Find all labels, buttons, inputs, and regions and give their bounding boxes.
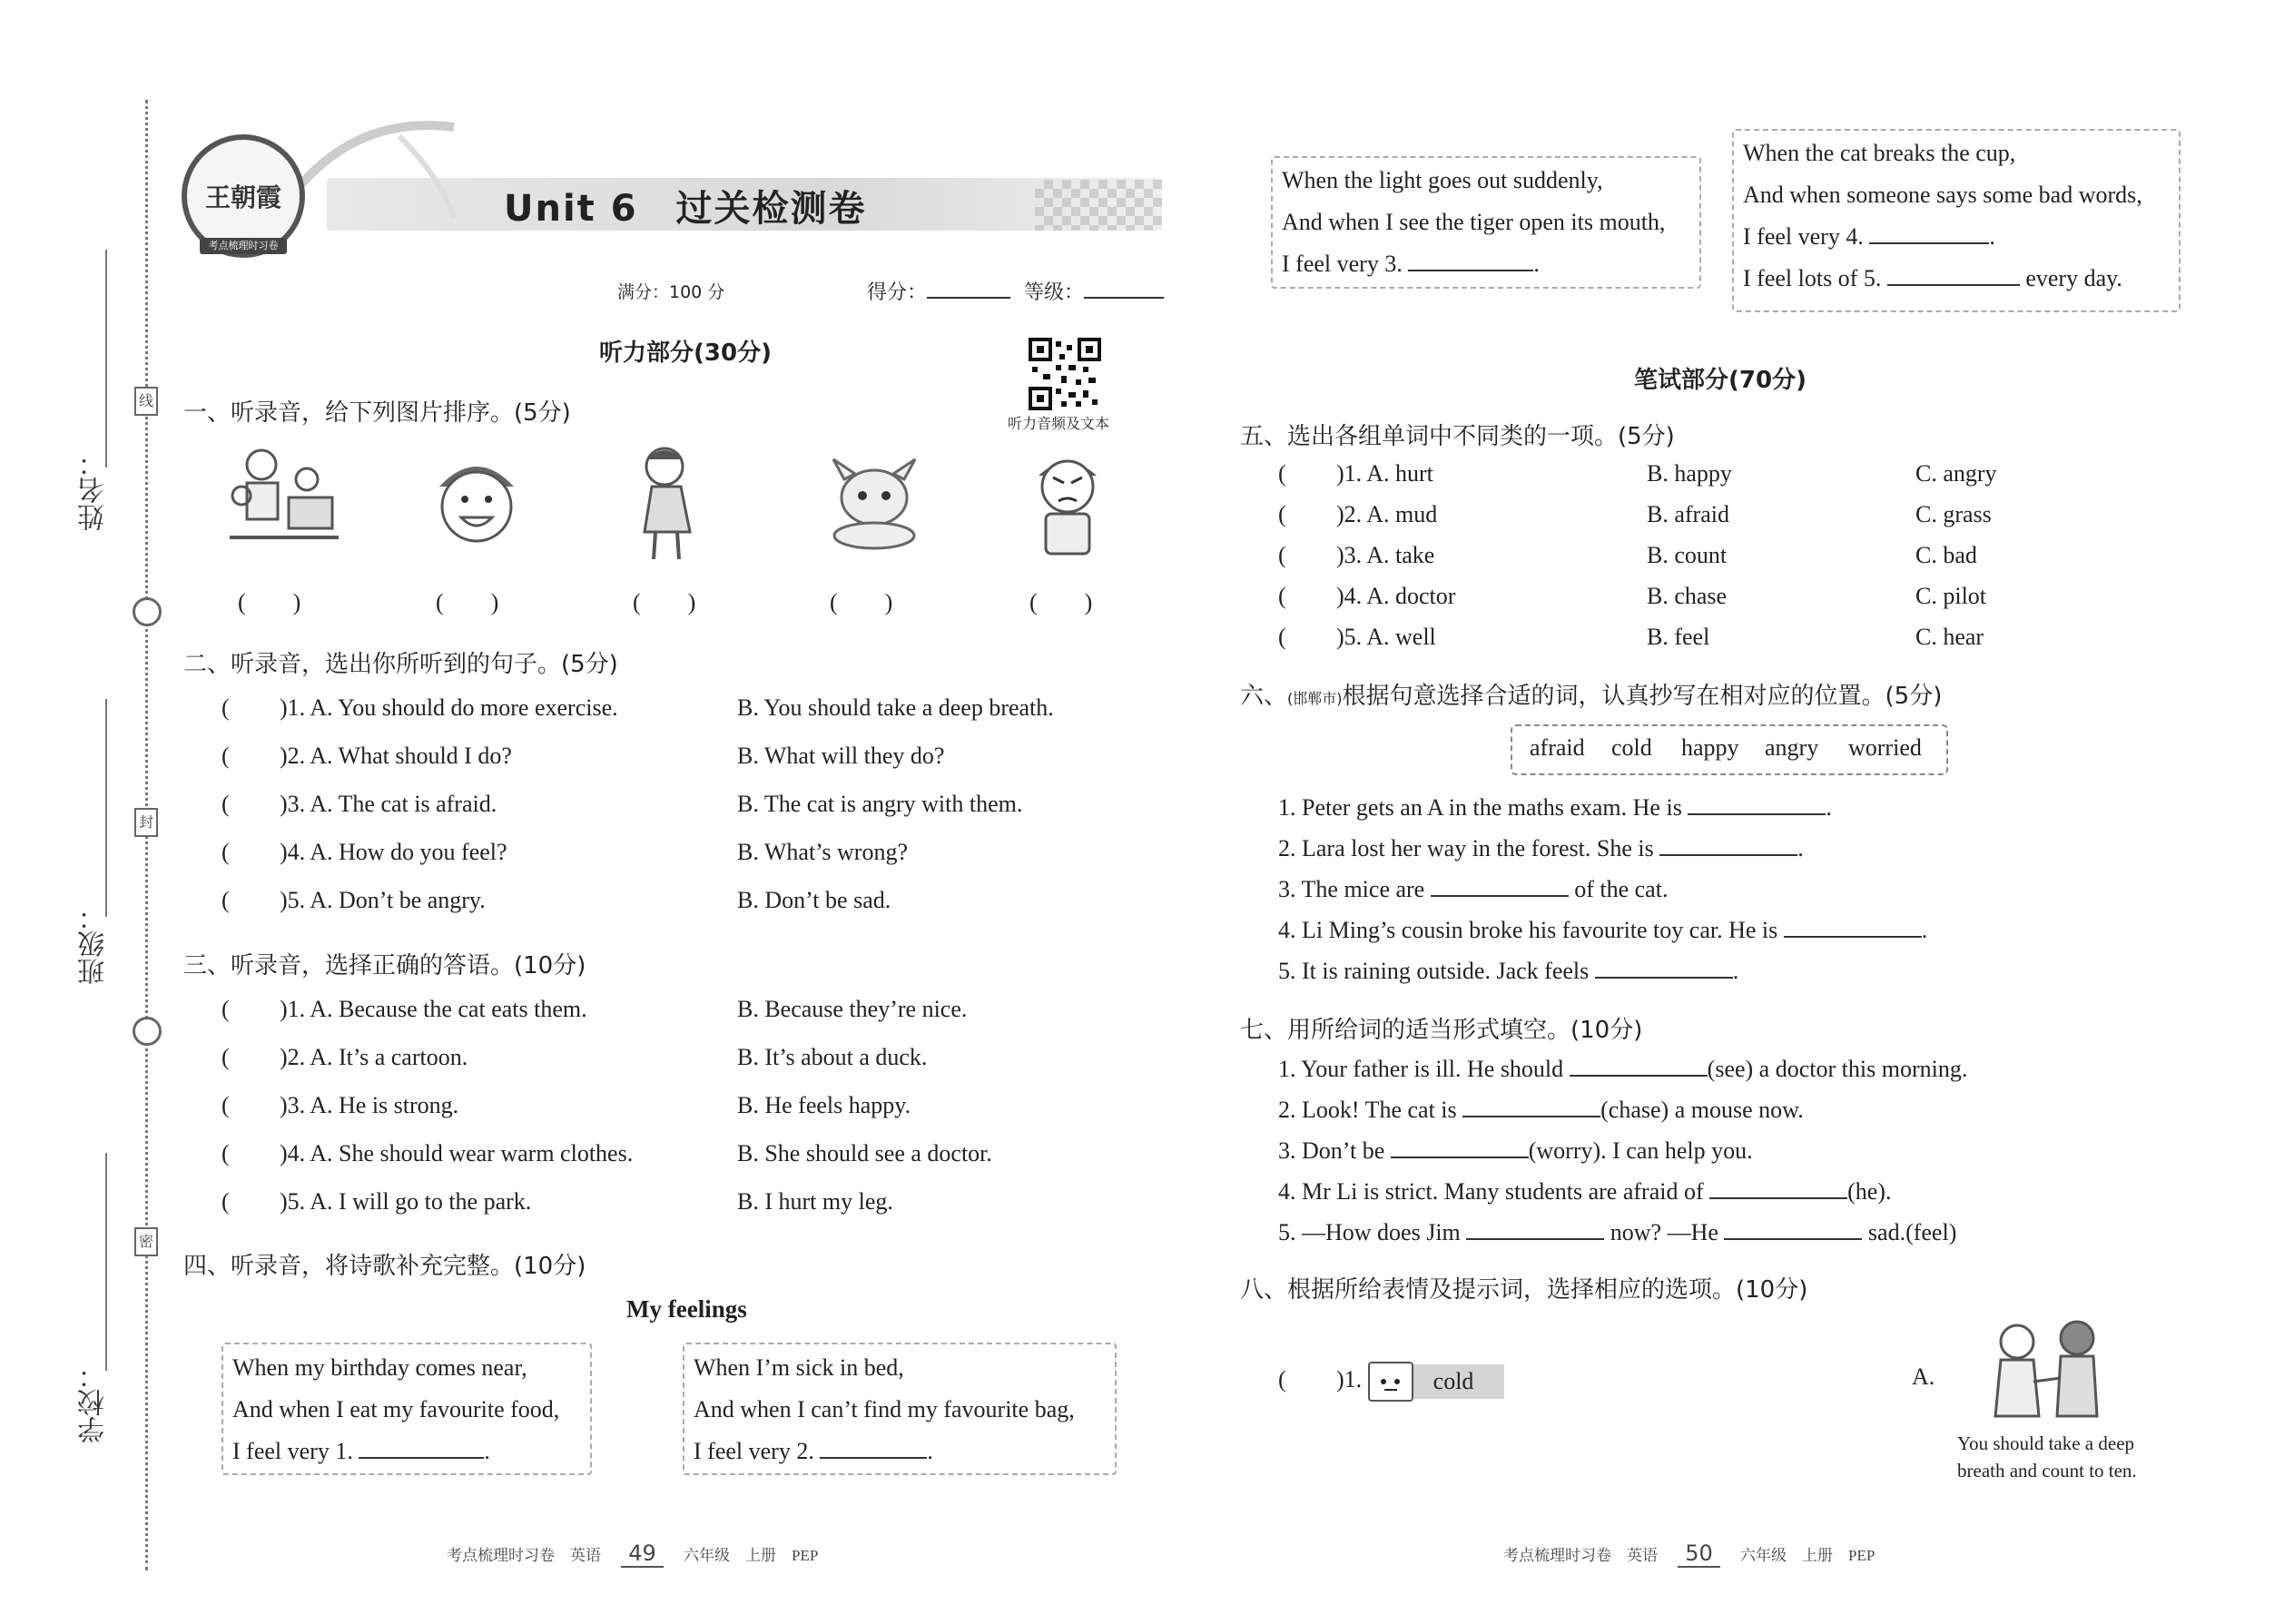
- question-row[interactable]: ( )1. A. hurt: [1278, 460, 1433, 487]
- question-row[interactable]: ( )3. A. The cat is afraid.: [222, 791, 497, 817]
- footer-subject: 英语: [570, 1547, 601, 1564]
- score-field[interactable]: [867, 277, 1010, 305]
- school-line: [105, 1153, 107, 1371]
- poem-line: And when someone says some bad words,: [1743, 182, 2142, 208]
- qr-code-icon[interactable]: [1029, 338, 1101, 410]
- footer-right: [1503, 1540, 1875, 1568]
- question-row[interactable]: ( )4. A. doctor: [1278, 583, 1456, 609]
- sentence-text: 5. —How does Jim: [1278, 1219, 1461, 1245]
- fill-blank-row[interactable]: [1278, 1219, 1956, 1246]
- poem-line: I feel very 4.: [1743, 223, 1864, 250]
- sentence-text: (he).: [1847, 1178, 1892, 1205]
- option-a: )4. A. She should wear warm clothes.: [280, 1140, 634, 1166]
- brand-logo: [182, 134, 305, 258]
- score-label: 得分：: [867, 281, 928, 304]
- option-a: )2. A. It’s a cartoon.: [280, 1044, 468, 1070]
- logo-subtitle: 考点梳理时习卷: [200, 238, 287, 254]
- answer-paren-3[interactable]: ( ): [633, 589, 696, 615]
- sentence-text: (chase) a mouse now.: [1600, 1097, 1804, 1123]
- fill-blank-row[interactable]: [1278, 1178, 1891, 1206]
- picture-family-at-computer: [225, 443, 343, 561]
- fill-blank-row[interactable]: [1278, 876, 1668, 903]
- poem-title: My feelings: [626, 1295, 747, 1323]
- sentence-text: 4. Li Ming’s cousin broke his favourite toy car. He is: [1278, 917, 1778, 943]
- option-b: B. Don’t be sad.: [737, 887, 891, 913]
- question-row[interactable]: ( )4. A. She should wear warm clothes.: [222, 1140, 634, 1166]
- footer-left: [447, 1540, 818, 1568]
- poem-blank-5[interactable]: [1743, 265, 2122, 292]
- fill-blank-row[interactable]: [1278, 917, 1927, 944]
- footer-term: 上册: [745, 1547, 777, 1564]
- fill-blank-row[interactable]: [1278, 958, 1738, 985]
- picture-scared-cat: [815, 458, 933, 552]
- poem-blank-4[interactable]: I feel very 4. .: [1743, 223, 1995, 250]
- section-8-title: 八、根据所给表情及提示词，选择相应的选项。(10分): [1240, 1276, 1808, 1304]
- class-label: 班级：: [78, 903, 110, 985]
- punch-hole: [133, 597, 162, 626]
- region-tag: (邯郸市): [1287, 690, 1343, 707]
- poem-line: I feel lots of 5.: [1743, 265, 1882, 291]
- option-caption: breath and count to ten.: [1957, 1460, 2137, 1481]
- option-b: B. Because they’re nice.: [737, 996, 968, 1022]
- option-c: C. angry: [1915, 460, 1997, 487]
- answer-paren-5[interactable]: ( ): [1029, 589, 1093, 615]
- poem-line: every day.: [2025, 265, 2122, 291]
- poem-line: And when I eat my favourite food,: [232, 1396, 560, 1422]
- fill-blank-row[interactable]: [1278, 1137, 1753, 1165]
- option-b: B. She should see a doctor.: [737, 1140, 992, 1166]
- sentence-text: 2. Look! The cat is: [1278, 1097, 1457, 1123]
- option-b: B. afraid: [1647, 501, 1729, 527]
- option-c: C. hear: [1915, 624, 1984, 650]
- punch-hole: [133, 1017, 162, 1046]
- option-a: )5. A. Don’t be angry.: [280, 887, 486, 913]
- poem-line: When my birthday comes near,: [232, 1354, 527, 1381]
- option-b: B. He feels happy.: [737, 1092, 911, 1118]
- sentence-text: 1. Your father is ill. He should: [1278, 1056, 1564, 1082]
- poem-line: I feel very 3.: [1282, 251, 1403, 277]
- page-number: 49: [621, 1540, 664, 1568]
- section-6-instruction: 根据句意选择合适的词，认真抄写在相对应的位置。(5分): [1342, 683, 1943, 710]
- footer-edition: PEP: [1848, 1547, 1876, 1564]
- word-bank-word: worried: [1848, 734, 1922, 761]
- question-row[interactable]: ( )1. A. Because the cat eats them.: [222, 996, 587, 1022]
- option-b: B. count: [1647, 542, 1728, 568]
- question-row[interactable]: ( )5. A. I will go to the park.: [222, 1188, 532, 1215]
- hint-word: cold: [1413, 1364, 1505, 1399]
- word-bank-word: cold: [1611, 734, 1652, 761]
- word-bank-word: afraid: [1530, 734, 1585, 761]
- sentence-text: now? —He: [1610, 1219, 1718, 1245]
- answer-paren-2[interactable]: ( ): [436, 589, 499, 615]
- poem-blank-2[interactable]: I feel very 2. .: [694, 1438, 933, 1464]
- sentence-text: .: [1732, 958, 1739, 984]
- sentence-text: 1. Peter gets an A in the maths exam. He is: [1278, 794, 1682, 821]
- section-5-title: 五、选出各组单词中不同类的一项。(5分): [1240, 423, 1675, 450]
- poem-line: I feel very 2.: [694, 1438, 814, 1464]
- option-a: )2. A. What should I do?: [280, 743, 512, 769]
- section-6-number: 六、: [1240, 683, 1288, 710]
- option-b: B. What’s wrong?: [737, 839, 908, 865]
- banner-pattern: [1035, 180, 1162, 231]
- footer-subject: 英语: [1627, 1547, 1658, 1564]
- option-b: B. What will they do?: [737, 743, 945, 769]
- option-c: C. bad: [1915, 542, 1977, 568]
- question-row[interactable]: ( )2. A. What should I do?: [222, 743, 512, 769]
- seal-char-close: 密: [134, 1227, 158, 1256]
- option-b: B. I hurt my leg.: [737, 1188, 893, 1215]
- word-bank-word: angry: [1765, 734, 1819, 761]
- sentence-text: 4. Mr Li is strict. Many students are afraid of: [1278, 1178, 1704, 1205]
- footer-series: 考点梳理时习卷: [1503, 1547, 1611, 1564]
- option-a: )1. A. Because the cat eats them.: [280, 996, 587, 1022]
- sentence-text: 5. It is raining outside. Jack feels: [1278, 958, 1590, 984]
- footer-term: 上册: [1802, 1547, 1834, 1564]
- poem-blank-3[interactable]: I feel very 3. .: [1282, 251, 1540, 277]
- option-a: )1. A. You should do more exercise.: [280, 694, 618, 721]
- option-label: A.: [1912, 1363, 1935, 1390]
- item-number: )1.: [1336, 1365, 1363, 1393]
- option-b: B. It’s about a duck.: [737, 1044, 928, 1070]
- sentence-text: 2. Lara lost her way in the forest. She is: [1278, 835, 1654, 861]
- option-b: B. chase: [1647, 583, 1728, 609]
- grade-field[interactable]: [1024, 277, 1164, 305]
- option-b: B. The cat is angry with them.: [737, 791, 1023, 817]
- cold-face-icon: [1368, 1362, 1413, 1402]
- sentence-text: sad.(feel): [1867, 1219, 1957, 1245]
- picture-girl-feeling-cold: [626, 441, 717, 565]
- option-b: B. feel: [1647, 624, 1710, 650]
- name-label: 姓名：: [78, 449, 110, 531]
- question-row[interactable]: ( )1. cold: [1278, 1362, 1504, 1402]
- fill-blank-row[interactable]: [1278, 794, 1832, 822]
- option-a: )1. A. hurt: [1336, 460, 1433, 487]
- option-a: )4. A. doctor: [1336, 583, 1456, 609]
- poem-line: And when I see the tiger open its mouth,: [1282, 209, 1666, 235]
- fill-blank-row[interactable]: [1278, 835, 1804, 862]
- option-a: )3. A. take: [1336, 542, 1435, 568]
- page-title: Unit 6 过关检测卷: [504, 188, 867, 230]
- qr-caption: 听力音频及文本: [1008, 417, 1110, 432]
- poem-blank-1[interactable]: I feel very 1. .: [232, 1438, 490, 1464]
- answer-paren-4[interactable]: ( ): [830, 589, 893, 615]
- fill-blank-row[interactable]: [1278, 1097, 1804, 1124]
- option-b: B. You should take a deep breath.: [737, 694, 1054, 721]
- footer-grade: 六年级: [684, 1547, 731, 1564]
- question-row[interactable]: ( )2. A. It’s a cartoon.: [222, 1044, 468, 1070]
- section-2-title: 二、听录音，选出你所听到的句子。(5分): [183, 651, 618, 678]
- section-1-title: 一、听录音，给下列图片排序。(5分): [183, 399, 571, 427]
- option-c: C. grass: [1915, 501, 1992, 527]
- footer-grade: 六年级: [1740, 1547, 1787, 1564]
- option-a: )4. A. How do you feel?: [280, 839, 507, 865]
- question-row[interactable]: ( )5. A. Don’t be angry.: [222, 887, 486, 913]
- sentence-text: 3. Don’t be: [1278, 1137, 1385, 1164]
- option-a: )5. A. well: [1336, 624, 1436, 650]
- question-row[interactable]: ( )1. A. You should do more exercise.: [222, 694, 618, 721]
- sentence-text: of the cat.: [1574, 876, 1669, 902]
- written-section-title: 笔试部分(70分): [1634, 367, 1807, 394]
- question-row[interactable]: ( )2. A. mud: [1278, 501, 1438, 527]
- option-a: )3. A. The cat is afraid.: [280, 791, 497, 817]
- option-b: B. happy: [1647, 460, 1732, 487]
- question-row[interactable]: ( )4. A. How do you feel?: [222, 839, 507, 865]
- class-line: [105, 699, 107, 917]
- poem-line: When the cat breaks the cup,: [1743, 140, 2016, 166]
- option-a: )3. A. He is strong.: [280, 1092, 459, 1118]
- question-row[interactable]: ( )3. A. He is strong.: [222, 1092, 459, 1118]
- sentence-text: (see) a doctor this morning.: [1707, 1056, 1968, 1082]
- footer-series: 考点梳理时习卷: [447, 1547, 555, 1564]
- option-a: )5. A. I will go to the park.: [280, 1188, 532, 1215]
- option-a: )2. A. mud: [1336, 501, 1438, 527]
- sentence-text: .: [1826, 794, 1832, 821]
- option-c: C. pilot: [1915, 583, 1987, 609]
- picture-smiling-boy: [427, 450, 527, 559]
- picture-angry-boy: [1022, 448, 1113, 561]
- full-score: 满分：100 分: [617, 282, 725, 302]
- listening-section-title: 听力部分(30分): [599, 340, 772, 367]
- picture-two-friends: [1970, 1318, 2124, 1418]
- section-3-title: 三、听录音，选择正确的答语。(10分): [183, 952, 586, 979]
- section-6-title: [1240, 677, 1942, 711]
- answer-paren-1[interactable]: ( ): [238, 589, 301, 615]
- sentence-text: 3. The mice are: [1278, 876, 1425, 902]
- section-4-title: 四、听录音，将诗歌补充完整。(10分): [183, 1253, 586, 1280]
- option-caption: You should take a deep: [1957, 1432, 2135, 1454]
- seal-char-line: 线: [134, 387, 158, 416]
- fill-blank-row[interactable]: [1278, 1056, 1967, 1083]
- logo-text: 王朝霞: [204, 182, 281, 212]
- grade-label: 等级：: [1024, 281, 1085, 304]
- word-bank-word: happy: [1681, 734, 1739, 761]
- page-number: 50: [1678, 1540, 1720, 1568]
- name-line: [105, 250, 107, 468]
- footer-edition: PEP: [792, 1547, 819, 1564]
- question-row[interactable]: ( )3. A. take: [1278, 542, 1435, 568]
- poem-line: When I’m sick in bed,: [694, 1354, 904, 1381]
- sentence-text: .: [1797, 835, 1804, 861]
- seal-char-seal: 封: [134, 808, 158, 837]
- poem-line: I feel very 1.: [232, 1438, 353, 1464]
- question-row[interactable]: ( )5. A. well: [1278, 624, 1436, 650]
- section-7-title: 七、用所给词的适当形式填空。(10分): [1240, 1017, 1643, 1044]
- school-label: 学校：: [78, 1362, 110, 1443]
- sentence-text: (worry). I can help you.: [1528, 1137, 1753, 1164]
- poem-line: When the light goes out suddenly,: [1282, 167, 1603, 193]
- poem-line: And when I can’t find my favourite bag,: [694, 1396, 1075, 1422]
- sentence-text: .: [1921, 917, 1928, 943]
